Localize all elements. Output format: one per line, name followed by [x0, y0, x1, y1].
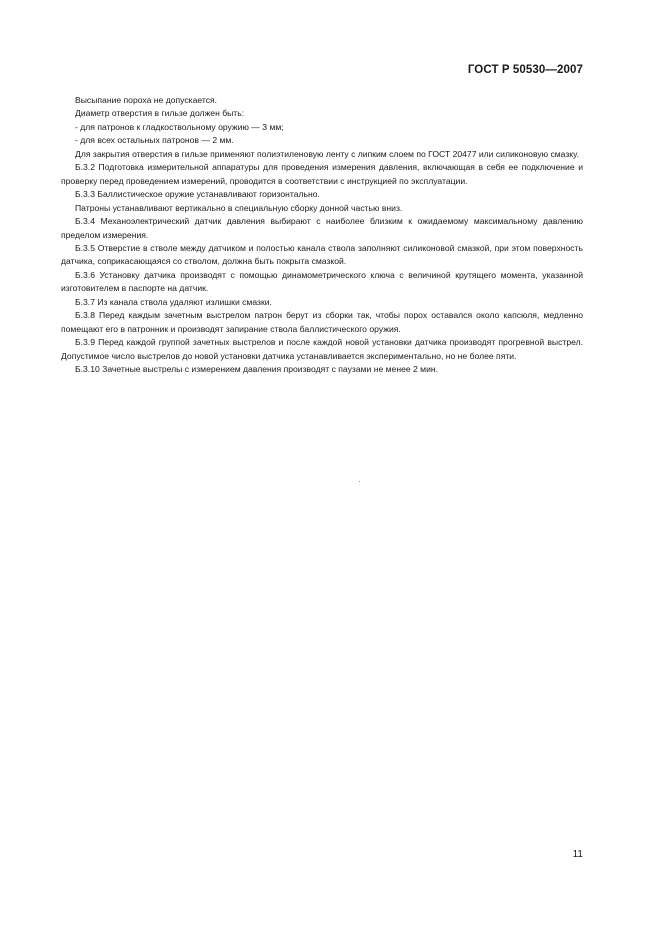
paragraph-b-3-8: Б.3.8 Перед каждым зачетным выстрелом патрон берут из сборки так, чтобы порох оставался около капсюля, медленно помещают его в патронник и производят запирание ствола баллистического оружия. [61, 310, 583, 334]
body-text [61, 94, 583, 377]
paragraph-hole-diameter: Диаметр отверстия в гильзе должен быть: [75, 108, 245, 119]
list-item-smoothbore: - для патронов к гладкоствольному оружию — 3 мм; [75, 121, 284, 132]
paragraph-hole-sealing: Для закрытия отверстия в гильзе применяют полиэтиленовую ленту с липким слоем по ГОСТ 20477 или силиконовую смазку. [75, 148, 579, 159]
paragraph-b-3-7: Б.3.7 Из канала ствола удаляют излишки смазки. [75, 296, 272, 307]
scan-speck [359, 481, 360, 482]
paragraph-b-3-2: Б.3.2 Подготовка измерительной аппаратуры для проведения измерения давления, включающая в себя ее подключение и проверку перед проведением измерений, проводится в соответствии с инструкцией по эксплуатации. [61, 162, 583, 186]
paragraph-b-3-6: Б.3.6 Установку датчика производят с помощью динамометрического ключа с величиной крутящего момента, указанной изготовителем в паспорте на датчик. [61, 269, 583, 294]
paragraph-b-3-10: Б.3.10 Зачетные выстрелы с измерением давления производят с паузами не менее 2 мин. [75, 364, 439, 375]
paragraph-cartridges-vertical: Патроны устанавливают вертикально в специальную сборку донной частью вниз. [75, 202, 403, 213]
list-item-other-cartridges: - для всех остальных патронов — 2 мм. [75, 135, 234, 146]
paragraph-b-3-9: Б.3.9 Перед каждой группой зачетных выстрелов и после каждой новой установки датчика производят прогревной выстрел. Допустимое число выстрелов до новой установки датчика устанавливается экспериментально, но не более пяти. [61, 337, 583, 361]
document-id-header: ГОСТ Р 50530—2007 [467, 64, 583, 76]
page-number: 11 [572, 849, 583, 860]
paragraph-b-3-4: Б.3.4 Механоэлектрический датчик давления выбирают с наиболее близким к ожидаемому максимальному давлению пределом измерения. [61, 216, 583, 240]
paragraph-powder-spill: Высыпание пороха не допускается. [75, 95, 218, 105]
paragraph-b-3-3: Б.3.3 Баллистическое оружие устанавливают горизонтально. [75, 189, 320, 200]
paragraph-b-3-5: Б.3.5 Отверстие в стволе между датчиком и полостью канала ствола заполняют силиконовой смазкой, при этом поверхность датчика, соприкасающаяся со стволом, должна быть покрыта смазкой. [61, 242, 583, 267]
